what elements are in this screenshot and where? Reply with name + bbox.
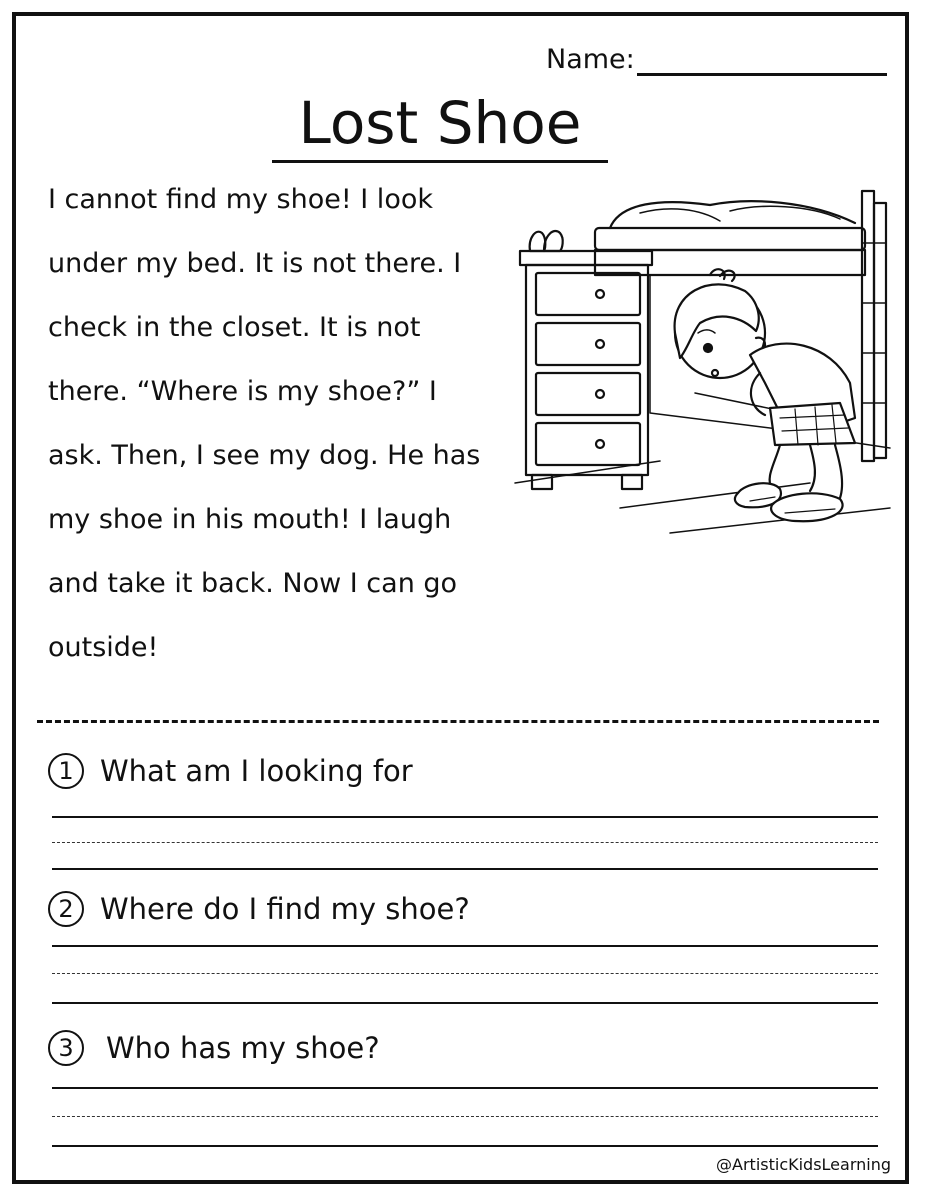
question-3 bbox=[48, 1030, 380, 1066]
question-text: Where do I find my shoe? bbox=[100, 892, 470, 926]
answer-line-bottom bbox=[52, 868, 878, 870]
name-write-line[interactable] bbox=[637, 45, 887, 76]
story-line: under my bed. It is not there. I bbox=[48, 248, 462, 279]
answer-line-top[interactable] bbox=[52, 945, 878, 947]
story-line: outside! bbox=[48, 632, 159, 663]
story-line: and take it back. Now I can go bbox=[48, 568, 458, 599]
credit-watermark: @ArtisticKidsLearning bbox=[716, 1155, 891, 1174]
section-divider bbox=[37, 720, 879, 723]
question-text: What am I looking for bbox=[100, 754, 413, 788]
question-text: Who has my shoe? bbox=[106, 1031, 380, 1065]
boy-looking-under-bed-icon bbox=[510, 183, 895, 543]
title-underline bbox=[272, 160, 608, 163]
story-line: check in the closet. It is not bbox=[48, 312, 421, 343]
name-field-row bbox=[546, 44, 887, 76]
question-number-badge: 1 bbox=[48, 753, 84, 789]
story-line: ask. Then, I see my dog. He has bbox=[48, 440, 481, 471]
answer-line-mid bbox=[52, 973, 878, 974]
answer-line-bottom bbox=[52, 1145, 878, 1147]
question-1 bbox=[48, 753, 413, 789]
story-line: my shoe in his mouth! I laugh bbox=[48, 504, 452, 535]
question-number-badge: 3 bbox=[48, 1030, 84, 1066]
worksheet-title: Lost Shoe bbox=[298, 89, 582, 157]
question-number-badge: 2 bbox=[48, 891, 84, 927]
question-2 bbox=[48, 891, 470, 927]
name-label: Name: bbox=[546, 44, 635, 75]
answer-line-top[interactable] bbox=[52, 816, 878, 818]
answer-line-bottom bbox=[52, 1002, 878, 1004]
story-line: I cannot find my shoe! I look bbox=[48, 184, 433, 215]
answer-line-mid bbox=[52, 842, 878, 843]
story-line: there. “Where is my shoe?” I bbox=[48, 376, 437, 407]
answer-line-mid bbox=[52, 1116, 878, 1117]
story-passage bbox=[48, 176, 518, 688]
answer-line-top[interactable] bbox=[52, 1087, 878, 1089]
